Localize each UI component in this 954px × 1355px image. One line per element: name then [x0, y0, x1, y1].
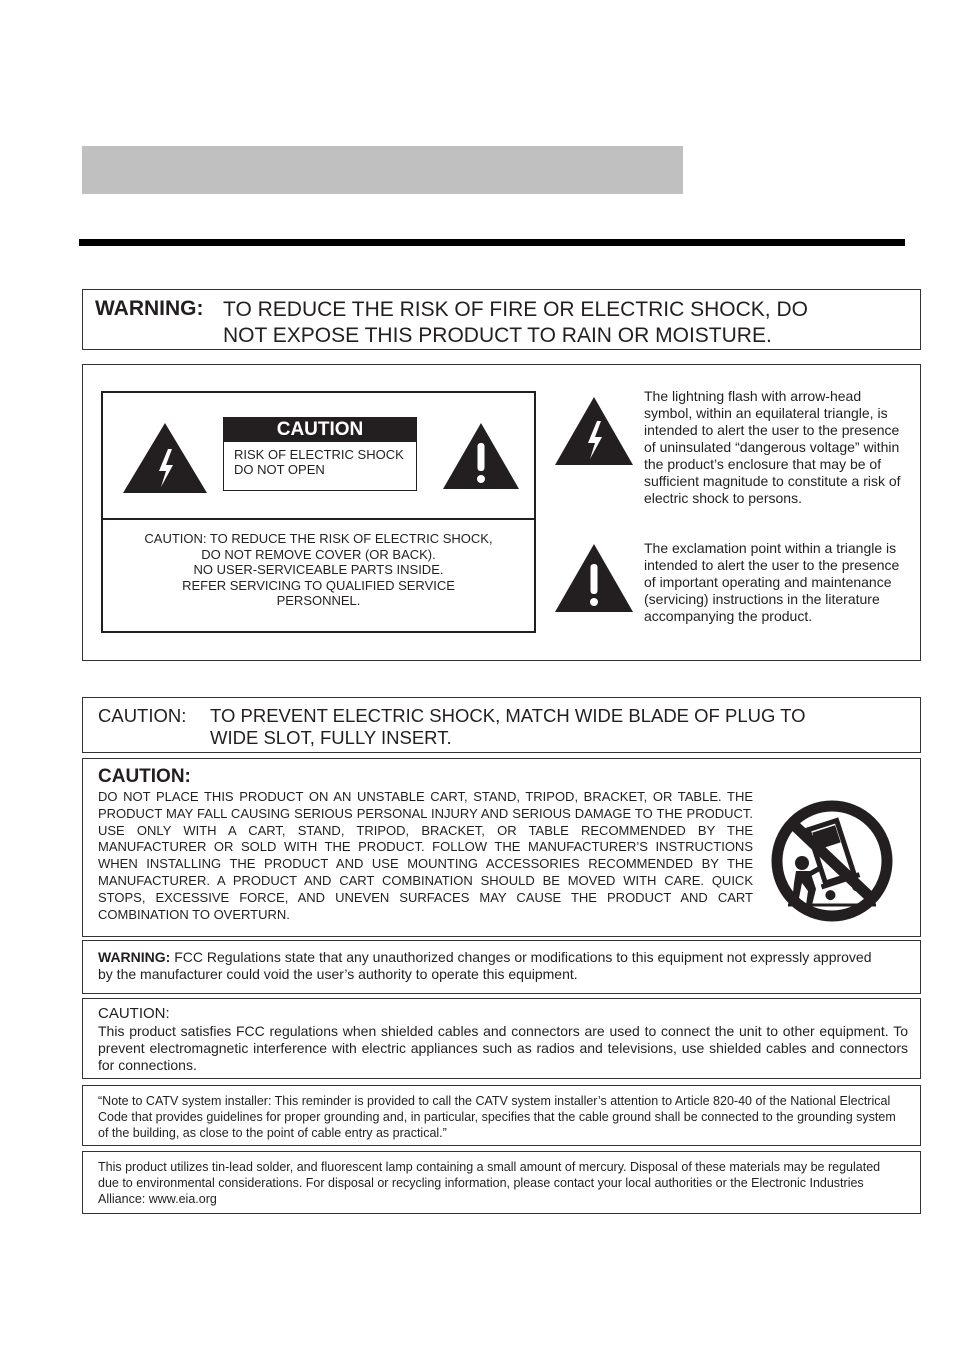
warning-fcc-text	[98, 949, 888, 983]
caution-plug-label: CAUTION:	[98, 705, 187, 726]
caution-cart-header: CAUTION:	[98, 766, 191, 787]
lightning-triangle-icon	[121, 421, 209, 495]
caution-cart-box	[82, 758, 921, 937]
caution-label	[223, 417, 417, 491]
caution-label-line2: DO NOT OPEN	[234, 462, 325, 477]
caution-plug-line1: TO PREVENT ELECTRIC SHOCK, MATCH WIDE BLADE OF PLUG TO	[210, 705, 806, 726]
caution-plug-box	[82, 697, 921, 753]
caution-panel-line: DO NOT REMOVE COVER (OR BACK).	[201, 546, 436, 562]
caution-cart-text: DO NOT PLACE THIS PRODUCT ON AN UNSTABLE CART, STAND, TRIPOD, BRACKET, OR TABLE. THE PRODUCT MAY FALL CAUSING SERIOUS PERSONAL INJURY AND SERIOUS DAMAGE TO THE PRODUCT. USE ONLY WITH A CART, STAND, TRIPOD, BRACKET, OR TABLE RECOMMENDED BY THE MANUFACTURER OR SOLD WITH THE PRODUCT. FOLLOW THE MANUFACTURER’S INSTRUCTIONS WHEN INSTALLING THE PRODUCT AND USE MOUNTING ACCESSORIES RECOMMENDED BY THE MANUFACTURER. A PRODUCT AND CART COMBINATION SHOULD BE MOVED WITH CARE. QUICK STOPS, EXCESSIVE FORCE, AND UNEVEN SURFACES MAY CAUSE THE PRODUCT AND CART COMBINATION TO OVERTURN.	[98, 789, 753, 922]
cart-tipover-warning-icon	[766, 797, 898, 925]
header-bar	[82, 146, 683, 194]
caution-panel-line: REFER SERVICING TO QUALIFIED SERVICE	[182, 577, 455, 593]
caution-panel-line: PERSONNEL.	[276, 593, 361, 608]
exclamation-triangle-icon	[553, 542, 635, 614]
caution-fcc-header: CAUTION:	[98, 1005, 170, 1022]
caution-panel-line: CAUTION: TO REDUCE THE RISK OF ELECTRIC SHOCK,	[144, 531, 493, 546]
solder-note-text: This product utilizes tin-lead solder, and fluorescent lamp containing a small amount of mercury. Disposal of these materials may be regulated due to environmental considerations. For disposal or recycling information, please contact your local authorities or the Electronic Industries Alliance: www.eia.org	[98, 1160, 881, 1206]
warning-fcc-label: WARNING:	[98, 949, 171, 965]
panel-divider	[103, 518, 534, 520]
warning-label: WARNING:	[95, 297, 204, 320]
caution-label-body	[224, 442, 416, 477]
caution-plug-text	[210, 705, 910, 749]
warning-rain-line1: TO REDUCE THE RISK OF FIRE OR ELECTRIC SHOCK, DO	[223, 298, 808, 321]
symbols-box	[82, 364, 921, 661]
lightning-triangle-icon	[553, 395, 635, 467]
caution-fcc-text: This product satisfies FCC regulations when shielded cables and connectors are used to connect the unit to other equipment. To prevent electromagnetic interference with electric appliances such as radios and televisions, use shielded cables and connectors for connections.	[98, 1023, 908, 1073]
catv-note-box	[82, 1085, 921, 1146]
exclamation-description: The exclamation point within a triangle is intended to alert the user to the presence of important operating and maintenance (servicing) instructions in the literature accompanying the product.	[644, 540, 900, 624]
caution-panel-line: NO USER-SERVICEABLE PARTS INSIDE.	[193, 562, 444, 577]
warning-fcc-body: FCC Regulations state that any unauthorized changes or modifications to this equipment not expressly approved by the manufacturer could void the user’s authority to operate this equipment.	[98, 949, 872, 982]
exclamation-triangle-icon	[441, 421, 521, 491]
caution-plug-line2: WIDE SLOT, FULLY INSERT.	[210, 727, 452, 748]
caution-fcc-box	[82, 998, 921, 1079]
catv-note-text: “Note to CATV system installer: This reminder is provided to call the CATV system installer’s attention to Article 820-40 of the National Electrical Code that provides guidelines for proper grounding and, in particular, specifies that the cable ground shall be connected to the grounding system of the building, as close to the point of cable entry as practical.”	[98, 1094, 896, 1140]
caution-label-panel	[101, 391, 536, 633]
caution-label-line1: RISK OF ELECTRIC SHOCK	[234, 447, 404, 462]
warning-fcc-box	[82, 940, 921, 994]
caution-label-header: CAUTION	[224, 418, 416, 442]
warning-rain-box	[82, 289, 921, 350]
warning-rain-text	[223, 297, 913, 349]
warning-rain-line2: NOT EXPOSE THIS PRODUCT TO RAIN OR MOISTURE.	[223, 324, 772, 347]
section-rule	[79, 239, 905, 246]
lightning-description: The lightning flash with arrow-head symbol, within an equilateral triangle, is intended to alert the user to the presence of uninsulated “dangerous voltage” within the product’s enclosure that may be of sufficient magnitude to constitute a risk of electric shock to persons.	[644, 388, 901, 506]
solder-note-box	[82, 1151, 921, 1214]
caution-panel-text	[103, 531, 534, 609]
